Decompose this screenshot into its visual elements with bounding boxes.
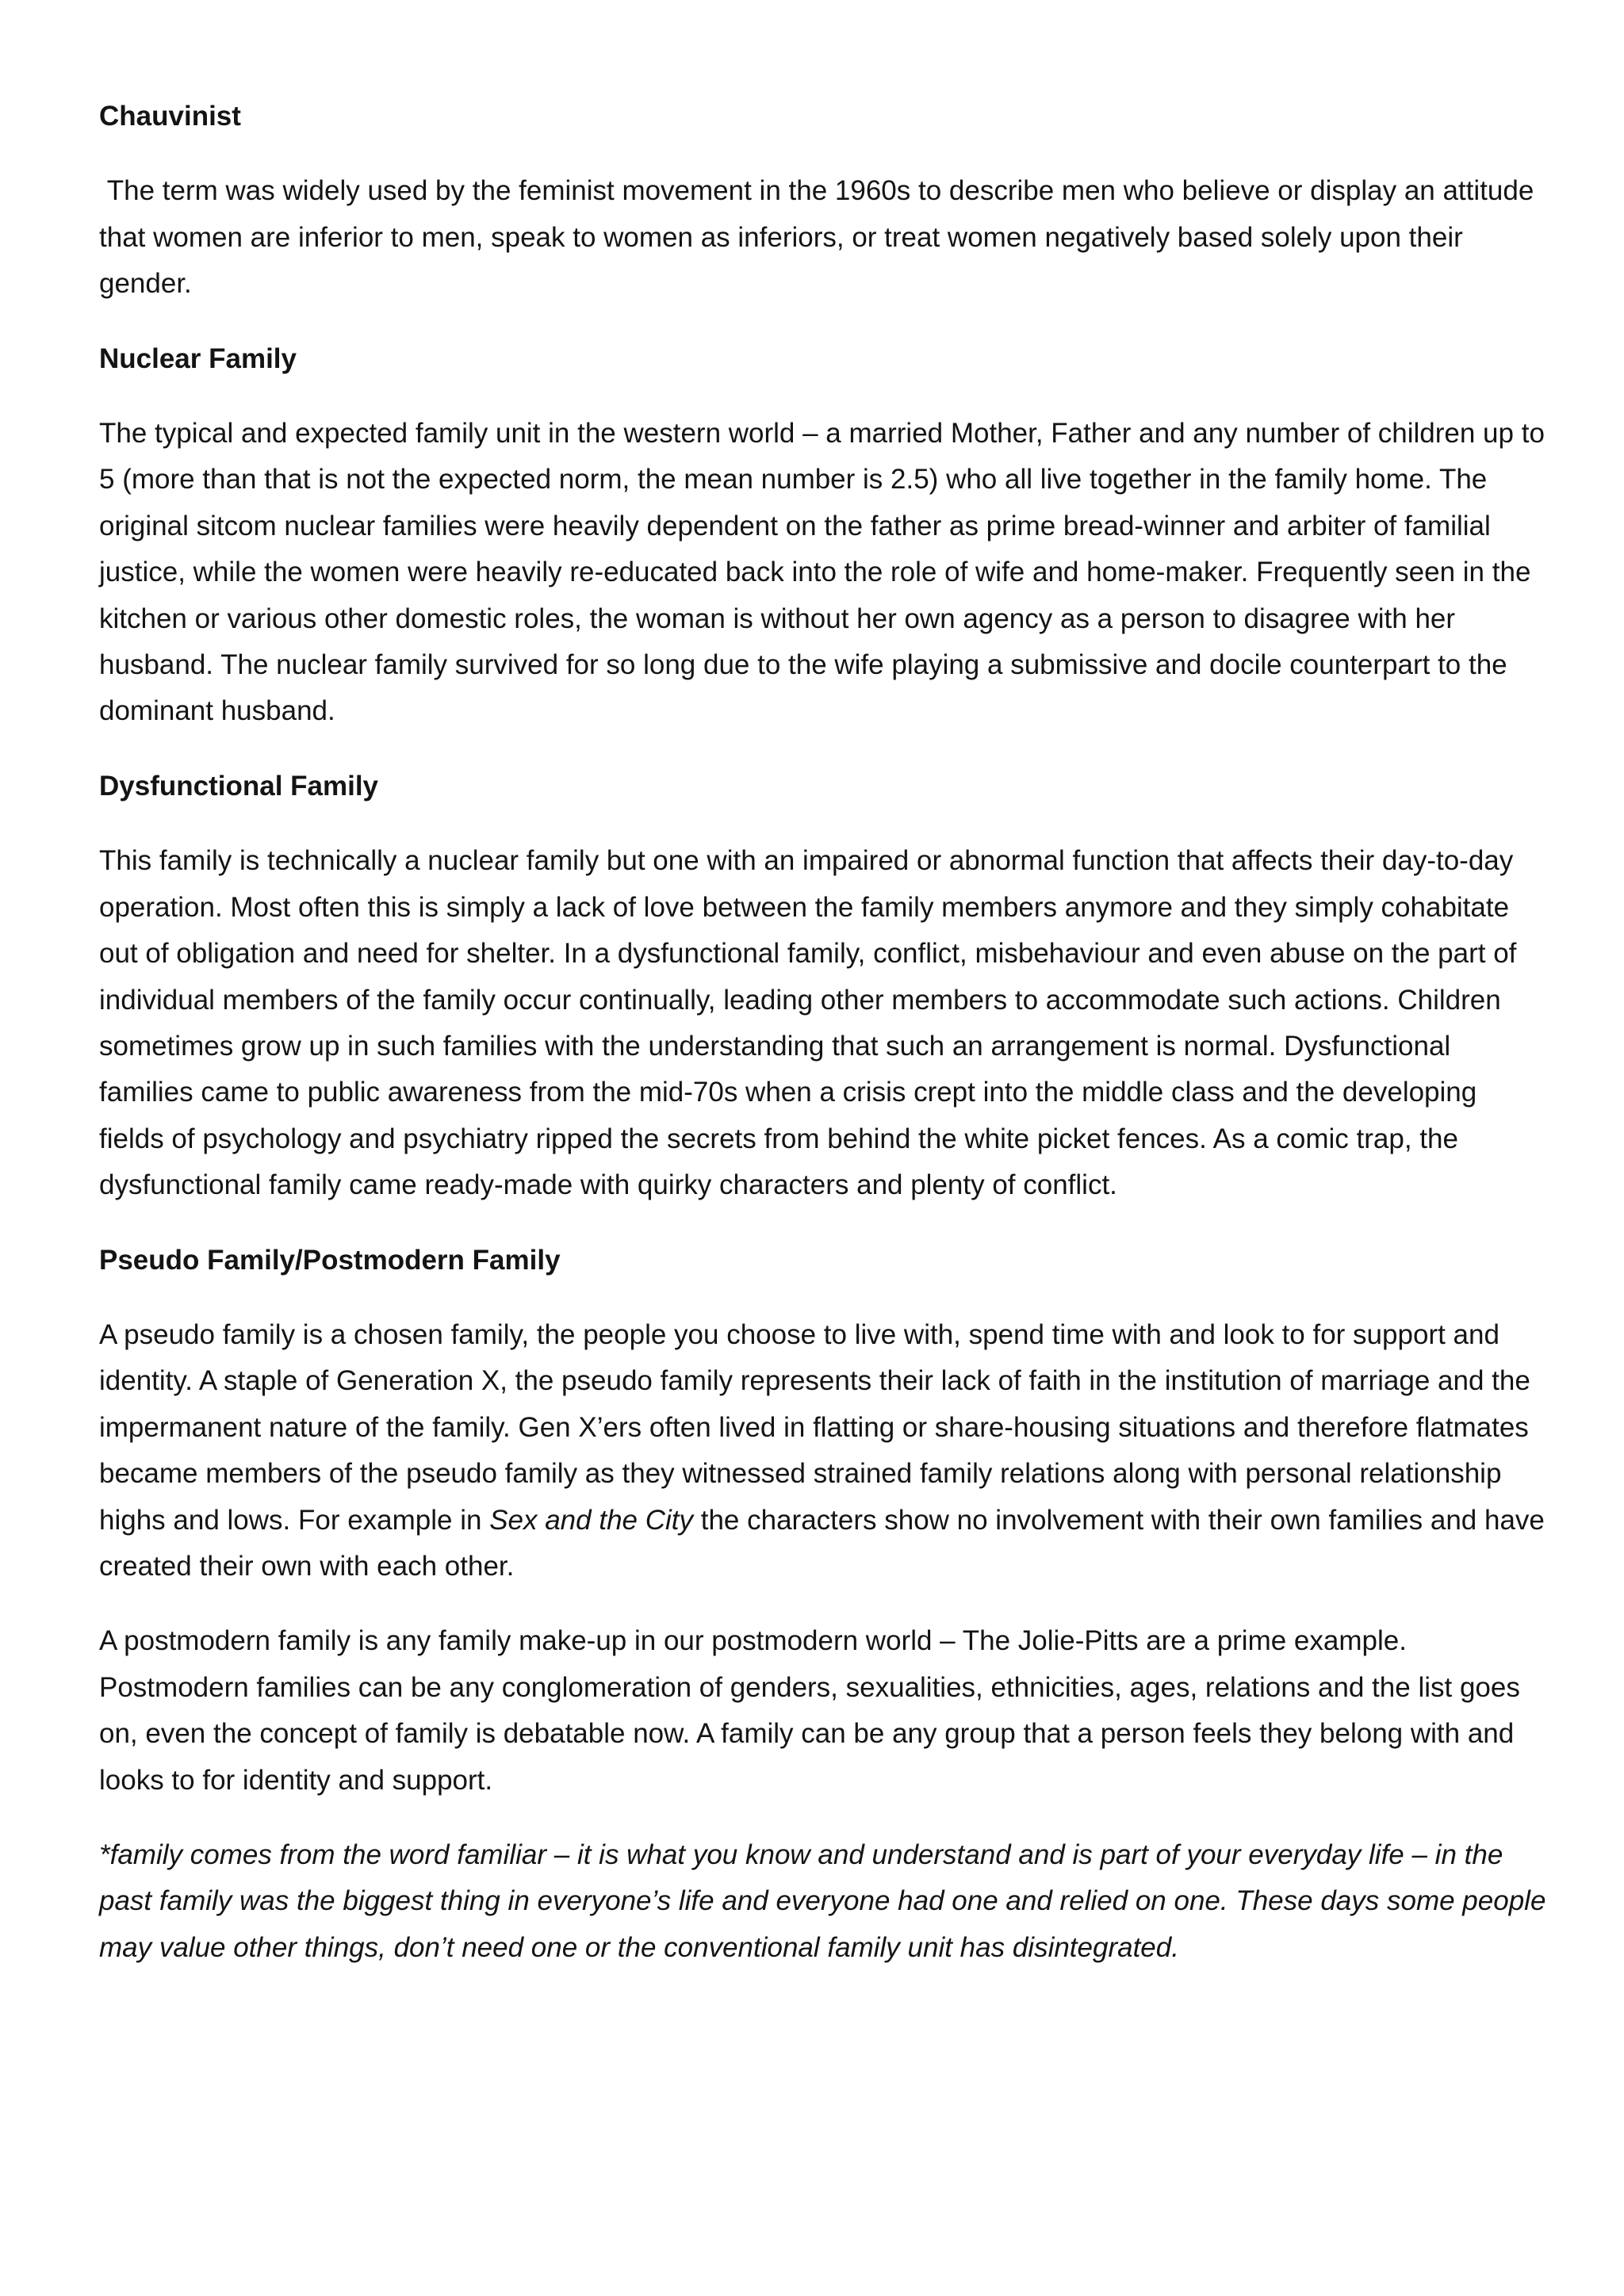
heading-pseudo-postmodern-family: Pseudo Family/Postmodern Family [99,1244,561,1276]
paragraph-postmodern-family: A postmodern family is any family make-up in our postmodern world – The Jolie-Pitts are a prime example. Postmodern families can be any conglomeration of genders, sexualities, ethnicities, ages, relations and the list goes on, even the concept of family is debatable now. A family can be any group that a person feels they belong with and looks to for identity and support. [99,1625,1520,1796]
heading-dysfunctional-family: Dysfunctional Family [99,770,379,802]
heading-chauvinist: Chauvinist [99,101,241,132]
paragraph-pseudo-family-text-after: the characters show no involvement with their own families and have created their own with each other. [99,1504,1545,1582]
paragraph-dysfunctional-family: This family is technically a nuclear family but one with an impaired or abnormal function that affects their day-to-day operation. Most often this is simply a lack of love between the family members anymore and they simply cohabitate out of obligation and need for shelter. In a dysfunctional family, conflict, misbehaviour and even abuse on the part of individual members of the family occur continually, leading other members to accommodate such actions. Children sometimes grow up in such families with the understanding that such an arrangement is normal. Dysfunctional families came to public awareness from the mid-70s when a crisis crept into the middle class and the developing fields of psychology and psychiatry ripped the secrets from behind the white picket fences. As a comic trap, the dysfunctional family came ready-made with quirky characters and plenty of conflict. [99,845,1517,1201]
heading-nuclear-family: Nuclear Family [99,342,297,374]
paragraph-pseudo-family [99,1312,1546,1590]
document-page [99,94,1546,1999]
paragraph-chauvinist: The term was widely used by the feminist movement in the 1960s to describe men who believe or display an attitude that women are inferior to men, speak to women as inferiors, or treat women negatively based solely upon their gender. [99,175,1542,300]
footnote-family-familiar: *family comes from the word familiar – it is what you know and understand and is part of your everyday life – in the past family was the biggest thing in everyone’s life and everyone had one and relied on one. These days some people may value other things, don’t need one or the conventional family unit has disintegrated. [99,1839,1546,1963]
paragraph-pseudo-family-text-before: A pseudo family is a chosen family, the people you choose to live with, spend time with and look to for support and identity. A staple of Generation X, the pseudo family represents their lack of faith in the institution of marriage and the impermanent nature of the family. Gen X’ers often lived in flatting or share-housing situations and therefore flatmates became members of the pseudo family as they witnessed strained family relations along with personal relationship highs and lows. For example in [99,1318,1530,1536]
show-title-sex-and-the-city: Sex and the City [489,1504,693,1536]
paragraph-nuclear-family: The typical and expected family unit in the western world – a married Mother, Father and any number of children up to 5 (more than that is not the expected norm, the mean number is 2.5) who all live together in the family home. The original sitcom nuclear families were heavily dependent on the father as prime bread-winner and arbiter of familial justice, while the women were heavily re-educated back into the role of wife and home-maker. Frequently seen in the kitchen or various other domestic roles, the woman is without her own agency as a person to disagree with her husband. The nuclear family survived for so long due to the wife playing a submissive and docile counterpart to the dominant husband. [99,418,1545,727]
